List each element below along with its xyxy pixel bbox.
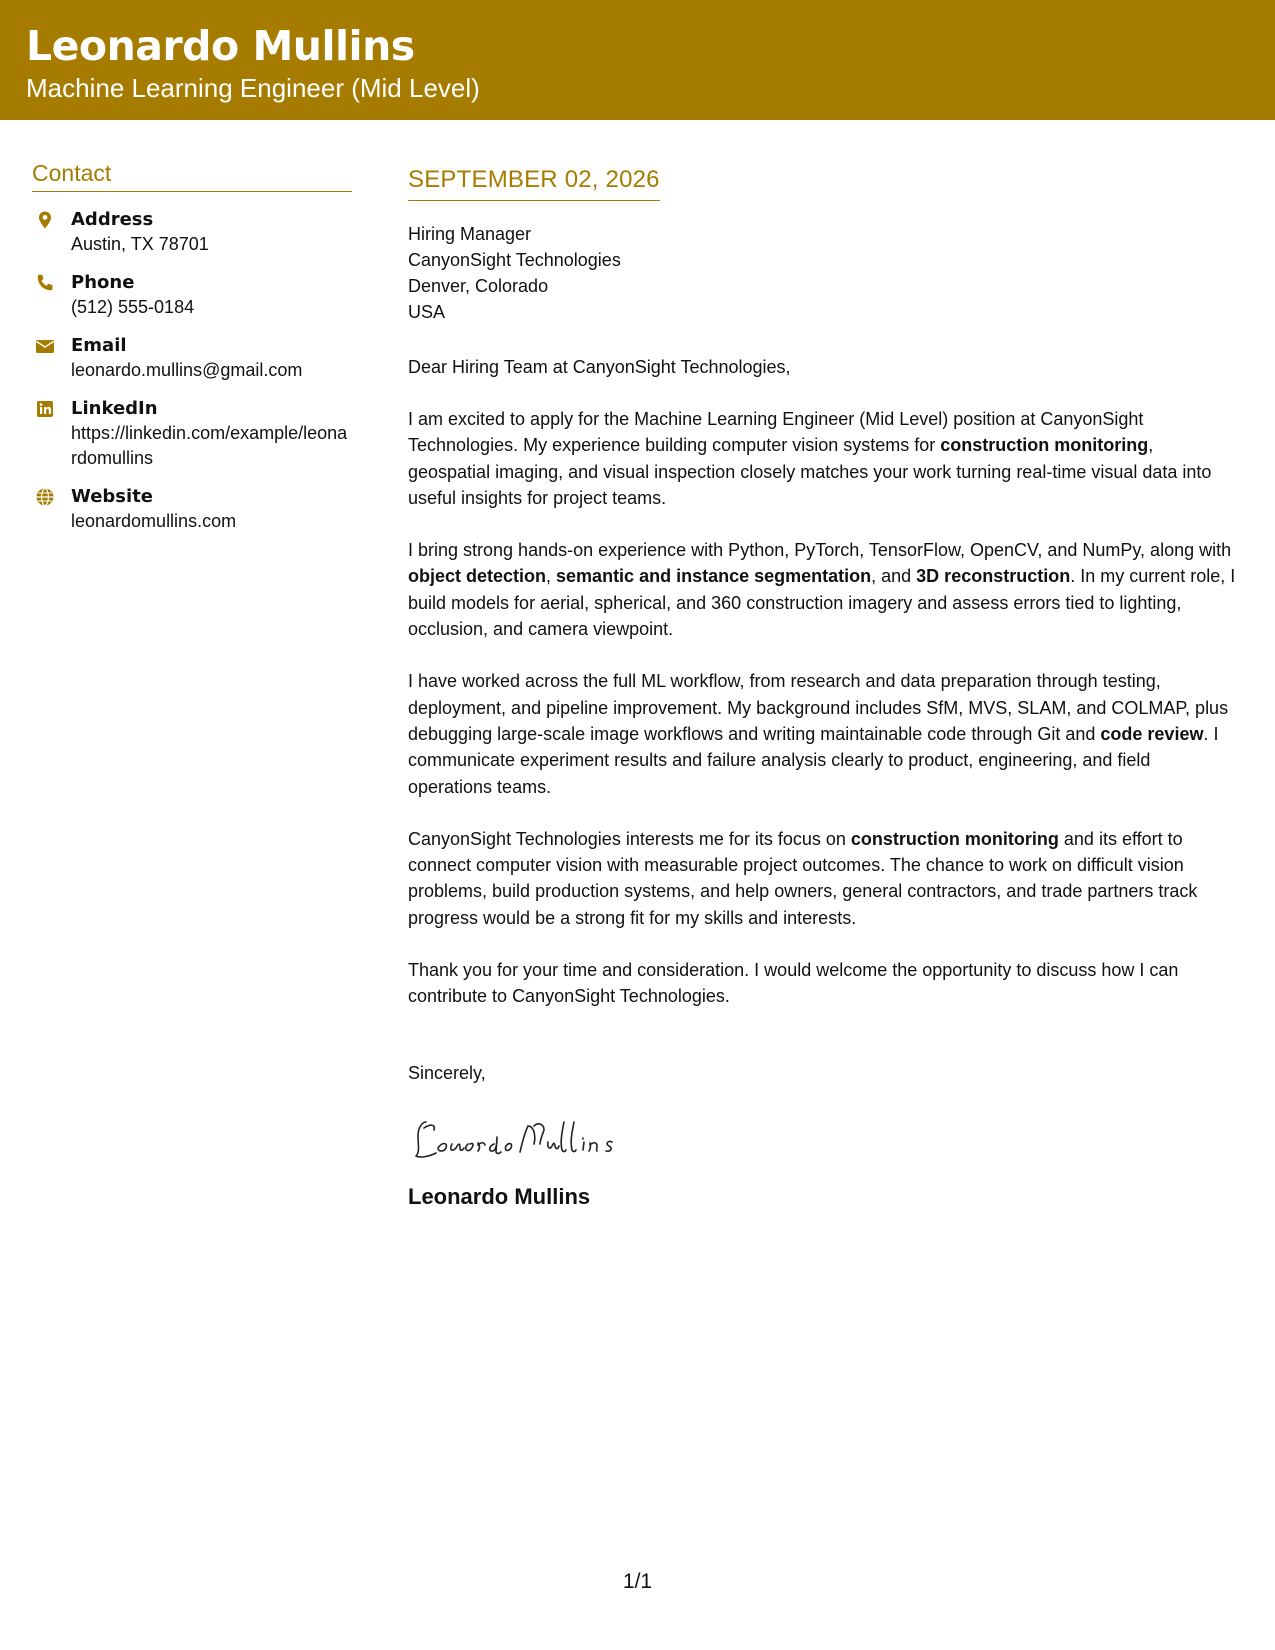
page-number: 1/1 bbox=[622, 1570, 653, 1593]
website-value: leonardomullins.com bbox=[71, 511, 237, 531]
bold-keyword: code review bbox=[1100, 723, 1204, 744]
contact-heading: Contact bbox=[32, 160, 352, 192]
signed-name: Leonardo Mullins bbox=[408, 1183, 591, 1209]
paragraph-text: I have worked across the full ML workflow, from research and data preparation through testing, deployment, and pipeline improvement. My background includes SfM, MVS, SLAM, and COLMAP, plus debugging large-scale image workflows and writing maintainable code through Git and bbox=[408, 671, 1229, 744]
letter-body bbox=[408, 166, 1238, 1210]
email-value: leonardo.mullins@gmail.com bbox=[71, 360, 303, 380]
letter-date: SEPTEMBER 02, 2026 bbox=[408, 166, 660, 201]
contact-phone bbox=[32, 271, 352, 320]
header-banner bbox=[0, 0, 1275, 120]
website-label: Website bbox=[71, 486, 154, 507]
contact-address bbox=[32, 208, 352, 257]
recipient-line: Denver, Colorado bbox=[408, 276, 549, 296]
recipient-block bbox=[408, 221, 1238, 325]
phone-value: (512) 555-0184 bbox=[71, 297, 195, 317]
recipient-line: Hiring Manager bbox=[408, 224, 532, 244]
linkedin-icon bbox=[35, 399, 55, 419]
paragraph-text: , bbox=[546, 566, 557, 587]
phone-label: Phone bbox=[71, 272, 135, 293]
recipient-line: USA bbox=[408, 302, 446, 322]
bold-keyword: construction monitoring bbox=[850, 828, 1059, 849]
email-label: Email bbox=[71, 335, 127, 356]
paragraph-text: I am excited to apply for the Machine Learning Engineer (Mid Level) position at CanyonSight Technologies. My experience building computer vision systems for bbox=[408, 409, 1144, 456]
paragraph-text: I bring strong hands-on experience with Python, PyTorch, TensorFlow, OpenCV, and NumPy, along with bbox=[408, 540, 1232, 561]
paragraph-text: CanyonSight Technologies interests me for its focus on bbox=[408, 828, 851, 849]
body-paragraph bbox=[408, 826, 1238, 931]
signature-image bbox=[408, 1108, 668, 1168]
envelope-icon bbox=[35, 336, 55, 356]
linkedin-value: https://linkedin.com/example/leonardomullins bbox=[71, 423, 348, 468]
paragraph-text: Thank you for your time and consideration. I would welcome the opportunity to discuss how I can contribute to CanyonSight Technologies. bbox=[408, 960, 1179, 1007]
bold-keyword: object detection bbox=[408, 566, 547, 587]
body-paragraph bbox=[408, 668, 1238, 799]
handwritten-signature bbox=[408, 1108, 1238, 1168]
body-paragraph bbox=[408, 406, 1238, 511]
contact-sidebar bbox=[32, 160, 352, 548]
address-label: Address bbox=[71, 209, 154, 230]
map-pin-icon bbox=[35, 210, 55, 230]
globe-icon bbox=[35, 487, 55, 507]
paragraph-text: and its effort to connect computer vision with measurable project outcomes. The chance to work on difficult vision problems, build production systems, and help owners, general contractors, and trade partners track progress would be a strong fit for my skills and interests. bbox=[408, 828, 1198, 928]
contact-email bbox=[32, 334, 352, 383]
phone-icon bbox=[35, 273, 55, 293]
salutation: Dear Hiring Team at CanyonSight Technologies, bbox=[408, 357, 791, 377]
closing: Sincerely, bbox=[408, 1062, 486, 1083]
job-title: Machine Learning Engineer (Mid Level) bbox=[26, 73, 480, 103]
recipient-line: CanyonSight Technologies bbox=[408, 250, 621, 270]
paragraph-text: , and bbox=[871, 566, 917, 587]
bold-keyword: 3D reconstruction bbox=[916, 566, 1071, 587]
bold-keyword: semantic and instance segmentation bbox=[556, 566, 872, 587]
address-value: Austin, TX 78701 bbox=[71, 234, 209, 254]
paragraph-text: . I communicate experiment results and failure analysis clearly to product, engineering, and field operations teams. bbox=[408, 723, 1219, 797]
contact-website bbox=[32, 485, 352, 534]
body-paragraph bbox=[408, 957, 1238, 1010]
paragraph-text: , geospatial imaging, and visual inspection closely matches your work turning real-time visual data into useful insights for project teams. bbox=[408, 435, 1212, 508]
contact-linkedin bbox=[32, 397, 352, 471]
applicant-name: Leonardo Mullins bbox=[26, 22, 415, 70]
linkedin-label: LinkedIn bbox=[71, 398, 158, 419]
bold-keyword: construction monitoring bbox=[940, 435, 1149, 456]
paragraph-text: . In my current role, I build models for aerial, spherical, and 360 construction imagery and assess errors tied to lighting, occlusion, and camera viewpoint. bbox=[408, 566, 1236, 640]
body-paragraph bbox=[408, 537, 1238, 642]
